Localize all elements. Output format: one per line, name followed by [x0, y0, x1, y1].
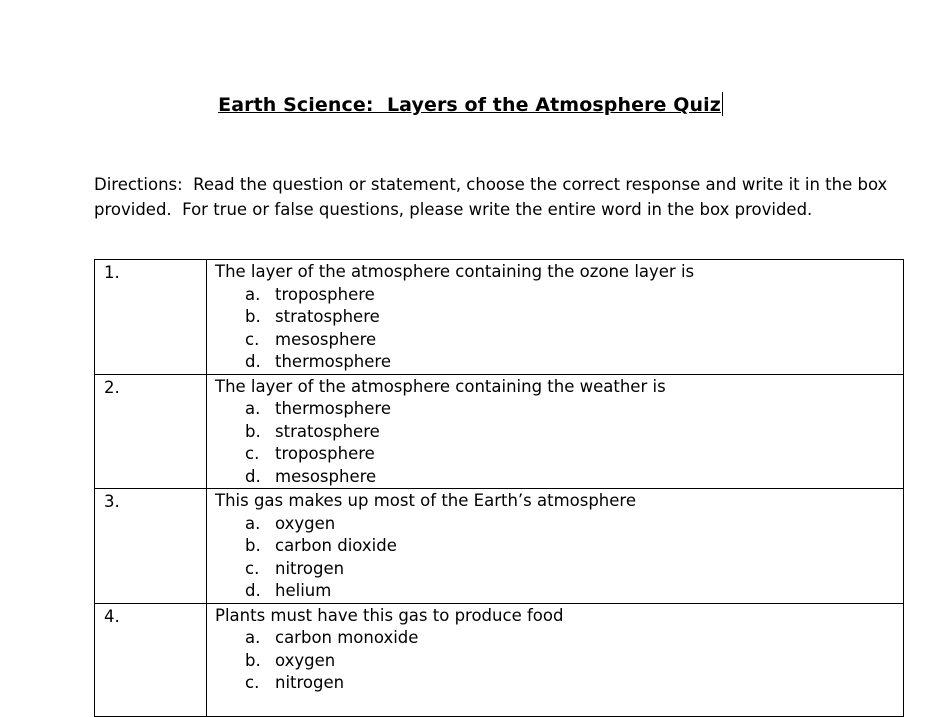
- answer-box[interactable]: [95, 489, 207, 604]
- answer-options: [215, 284, 903, 374]
- title-container: [0, 92, 941, 116]
- option-letter: b.: [245, 650, 261, 670]
- question-number: 1.: [104, 263, 120, 282]
- question-text: The layer of the atmosphere containing the ozone layer is: [215, 262, 695, 281]
- question-text: This gas makes up most of the Earth’s atmosphere: [215, 491, 636, 510]
- question-cell: [207, 489, 904, 604]
- answer-option: [245, 535, 903, 558]
- option-text: thermosphere: [275, 352, 391, 371]
- option-letter: a.: [245, 513, 261, 533]
- answer-option: [245, 398, 903, 421]
- option-text: troposphere: [275, 444, 375, 463]
- answer-box[interactable]: [95, 603, 207, 716]
- option-text: nitrogen: [275, 558, 345, 578]
- option-letter: c.: [245, 444, 260, 463]
- question-number: 3.: [104, 492, 120, 511]
- option-letter: b.: [245, 536, 261, 555]
- option-letter: d.: [245, 581, 261, 600]
- question-text: Plants must have this gas to produce food: [215, 605, 564, 625]
- option-text: oxygen: [275, 650, 336, 670]
- answer-option: [245, 284, 903, 307]
- option-letter: c.: [245, 673, 260, 692]
- option-text: thermosphere: [275, 399, 391, 418]
- answer-option: [245, 650, 903, 673]
- question-cell: [207, 260, 904, 375]
- answer-option: [245, 672, 903, 695]
- option-text: mesosphere: [275, 466, 377, 486]
- option-letter: c.: [245, 329, 260, 349]
- option-letter: b.: [245, 307, 261, 326]
- quiz-table: [94, 259, 904, 717]
- option-letter: d.: [245, 466, 261, 486]
- answer-option: [245, 627, 903, 650]
- question-number: 2.: [104, 377, 120, 397]
- answer-box[interactable]: [95, 374, 207, 489]
- answer-option: [245, 329, 903, 352]
- answer-option: [245, 443, 903, 466]
- question-row: [95, 374, 904, 489]
- question-cell: [207, 374, 904, 489]
- option-text: oxygen: [275, 513, 336, 533]
- option-text: helium: [275, 581, 332, 600]
- answer-option: [245, 306, 903, 329]
- text-cursor: [722, 92, 723, 116]
- document-title[interactable]: Earth Science: Layers of the Atmosphere Quiz: [218, 94, 721, 116]
- question-number: 4.: [104, 606, 120, 626]
- answer-option: [245, 513, 903, 536]
- option-letter: c.: [245, 558, 260, 578]
- option-text: carbon monoxide: [275, 628, 419, 647]
- option-text: troposphere: [275, 284, 375, 304]
- answer-options: [215, 627, 903, 695]
- option-text: carbon dioxide: [275, 536, 397, 555]
- option-text: stratosphere: [275, 421, 380, 441]
- option-text: nitrogen: [275, 673, 345, 692]
- question-row: [95, 260, 904, 375]
- question-row: [95, 603, 904, 716]
- option-letter: a.: [245, 284, 261, 304]
- quiz-table-body: [95, 260, 904, 717]
- answer-box[interactable]: [95, 260, 207, 375]
- option-letter: a.: [245, 628, 261, 647]
- answer-option: [245, 580, 903, 603]
- answer-options: [215, 398, 903, 488]
- directions-paragraph[interactable]: Directions: Read the question or statement, choose the correct response and write it in the box provided. For true or false questions, please write the entire word in the box provided.: [94, 175, 893, 219]
- question-cell: [207, 603, 904, 716]
- answer-option: [245, 558, 903, 581]
- question-row: [95, 489, 904, 604]
- option-letter: a.: [245, 399, 261, 418]
- answer-option: [245, 421, 903, 444]
- question-text: The layer of the atmosphere containing the weather is: [215, 376, 666, 396]
- option-letter: d.: [245, 352, 261, 371]
- answer-option: [245, 466, 903, 489]
- option-text: mesosphere: [275, 329, 377, 349]
- answer-options: [215, 513, 903, 603]
- option-letter: b.: [245, 421, 261, 441]
- answer-option: [245, 351, 903, 374]
- option-text: stratosphere: [275, 307, 380, 326]
